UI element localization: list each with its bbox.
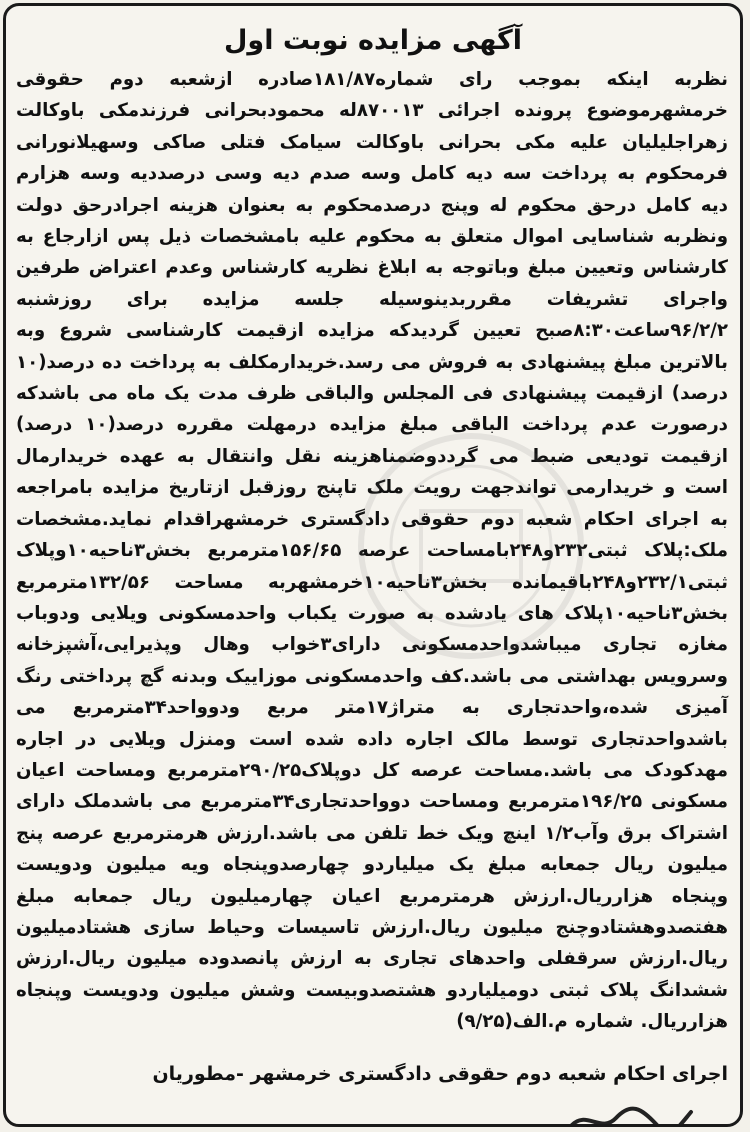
notice-frame [3,3,743,1127]
notice-title: آگهی مزایده نوبت اول [224,25,522,56]
notice-body: نظربه اینکه بموجب رای شماره۱۸۱/۸۷صادره ازشعبه دوم حقوقی خرمشهرموضوع پرونده اجرائی ۸۷۰۰۱۳له محمودبحرانی فرزندمکی باوکالت زهراجلیلیان علیه مکی بحرانی باوکالت سیامک فتلی صاکی وسهیلانورانی فرمحکوم به پرداخت سه دیه کامل وسه صدم دیه وسی درصددیه وسه هزارم دیه کامل درحق محکوم له وپنج درصدمحکوم به بعنوان هزینه اجرادرحق دولت ونظربه شناسایی اموال متعلق به محکوم علیه بامشخصات ذیل پس ازارجاع به کارشناس وتعیین مبلغ وباتوجه به ابلاغ نظریه کارشناس وعدم اعتراض طرفین واجرای تشریفات مقرربدینوسیله جلسه مزایده برای روزشنبه ۹۶/۲/۲ساعت۸:۳۰صبح تعیین گردیدکه مزایده ازقیمت کارشناسی شروع وبه بالاترین مبلغ پیشنهادی به فروش می رسد.خریدارمکلف به پرداخت ده درصد(۱۰ درصد) ازقیمت پیشنهادی فی المجلس والباقی ظرف مدت یک ماه می باشدکه درصورت عدم پرداخت الباقی مبلغ مزایده درمهلت مقرره درصد(۱۰ درصد) ازقیمت تودیعی ضبط می گرددوضمناهزینه نقل وانتقال به عهده خریدارمال است و خریدارمی تواندجهت رویت ملک تاپنج روزقبل ازتاریخ مزایده بامراجعه به اجرای احکام شعبه دوم حقوقی دادگستری خرمشهراقدام نماید.مشخصات ملک:پلاک ثبتی۲۳۲و۲۴۸بامساحت عرصه ۱۵۶/۶۵مترمربع بخش۳ناحیه۱۰وپلاک ثبتی۲۳۲/۱و۲۴۸باقیمانده بخش۳ناحیه۱۰خرمشهربه مساحت ۱۳۲/۵۶مترمربع بخش۳ناحیه۱۰پلاک های یادشده به صورت یکباب واحدمسکونی ویلایی ودوباب مغازه تجاری میباشدواحدمسکونی دارای۳خواب وهال وپذیرایی،آشپزخانه وسرویس بهداشتی می باشد.کف واحدمسکونی موزاییک وبدنه گچ پرداختی رنگ آمیزی شده،واحدتجاری به متراژ۱۷متر مربع ودوواحد۳۴مترمربع می باشدواحدتجاری توسط مالک اجاره داده شده است ومنزل ویلایی در اجاره مهدکودک می باشد.مساحت عرصه کل دوپلاک۲۹۰/۲۵مترمربع ومساحت اعیان مسکونی ۱۹۶/۲۵مترمربع ومساحت دوواحدتجاری۳۴مترمربع می باشدملک دارای اشتراک برق وآب۱/۲ اینچ ویک خط تلفن می باشد.ارزش هرمترمربع عرصه پنج میلیون ریال جمعابه مبلغ یک میلیاردو چهارصدوپنجاه ویه میلیون ودویست وپنجاه هزارریال.ارزش هرمترمربع اعیان چهارمیلیون ریال جمعابه مبلغ هفتصدوهشتادوچنج میلیون ریال.ارزش تاسیسات وحیاط سازی هشتادمیلیون ریال.ارزش سرقفلی واحدهای تجاری به ارزش پانصدوده میلیون ریال.ارزش ششدانگ پلاک ثبتی دومیلیاردو هشتصدوبیست وشش میلیون ودویست وپنجاه هزارریال. شماره م.الف(۹/۲۵) [16,69,728,1033]
handwritten-scribble [566,1104,696,1127]
footer-signature: اجرای احکام شعبه دوم حقوقی دادگستری خرمشهر -مطوریان [152,1063,728,1085]
